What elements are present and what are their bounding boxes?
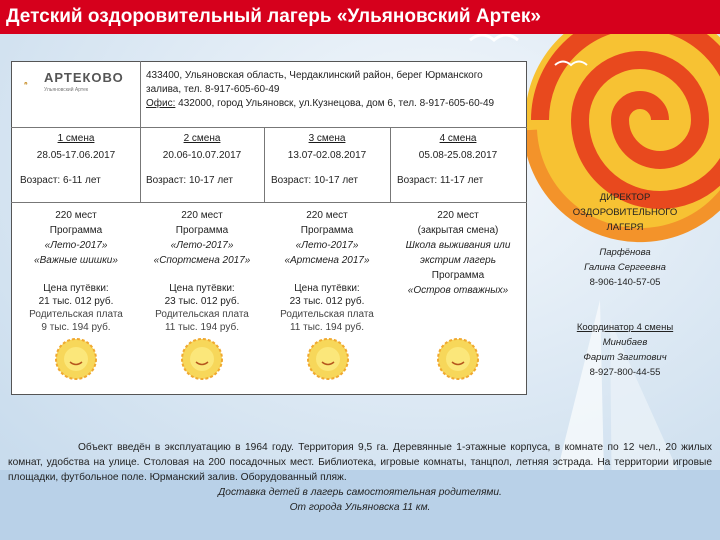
shift-age: Возраст: 6-11 лет: [20, 175, 101, 186]
sun-icon: [180, 337, 224, 381]
parent-price: 11 тыс. 194 руб.: [164, 322, 239, 333]
shift-name: 2 смена: [183, 133, 221, 144]
address-block: [146, 69, 524, 111]
program-name: «Лето-2017»: [295, 240, 359, 251]
program-name: «Лето-2017»: [44, 240, 108, 251]
office-label: Офис:: [146, 98, 176, 109]
delivery-note: Доставка детей в лагерь самостоятельная родителями.: [218, 487, 502, 498]
price-label: Цена путёвки:: [43, 283, 109, 294]
office-text: 432000, город Ульяновск, ул.Кузнецова, дом 6, тел. 8-917-605-60-49: [175, 98, 495, 109]
price-value: 23 тыс. 012 руб.: [164, 296, 240, 307]
shift-age: Возраст: 11-17 лет: [397, 175, 484, 186]
shift-price: [15, 282, 137, 334]
shift-header: [15, 132, 137, 162]
logo-subtitle: Ульяновский Артек: [44, 87, 89, 93]
program-name: «Спортсмена 2017»: [153, 255, 251, 266]
address-line: залива, тел. 8-917-605-60-49: [146, 84, 280, 95]
director-name: Галина Сергеевна: [584, 262, 666, 273]
coordinator-name: Минибаев: [602, 337, 648, 348]
shift-program: [266, 208, 388, 268]
director-phone: 8-906-140-57-05: [589, 277, 661, 288]
program-name: «Остров отважных»: [407, 285, 509, 296]
shift-age: Возраст: 10-17 лет: [146, 175, 233, 186]
address-line: 433400, Ульяновская область, Чердаклинский район, берег Юрманского: [146, 70, 483, 81]
price-label: Цена путёвки:: [169, 283, 235, 294]
sun-icon: [54, 337, 98, 381]
coordinator-phone: 8-927-800-44-55: [589, 367, 661, 378]
places: 220 мест: [306, 210, 348, 221]
coordinator-block: [545, 320, 705, 380]
director-title: ДИРЕКТОР: [599, 192, 651, 203]
divider: [140, 61, 141, 203]
program-name: «Лето-2017»: [170, 240, 234, 251]
logo-name: АРТЕКОВО: [44, 70, 124, 85]
director-title: ОЗДОРОВИТЕЛЬНОГО: [572, 207, 678, 218]
parent-price: 11 тыс. 194 руб.: [289, 322, 364, 333]
shift-program: [15, 208, 137, 268]
program-label: Программа: [300, 225, 354, 236]
shift-price: [142, 282, 262, 334]
description-text: Объект введён в эксплуатацию в 1964 году. Территория 9,5 га. Деревянные 1-этажные корпуса, в комнате по 12 чел., 20 жилых комнат, удобства на улице. Столовая на 200 посадочных мест. Библиотека, игровые комнаты, танцпол, летняя эстрада. На территории игровые площадки, футбольное поле. Юрманский залив. Оборудованный пляж.: [8, 442, 712, 483]
divider: [264, 128, 265, 203]
shift-dates: 20.06-10.07.2017: [162, 150, 242, 161]
parent-price: 9 тыс. 194 руб.: [41, 322, 111, 333]
places: 220 мест: [55, 210, 97, 221]
coordinator-title: Координатор 4 смены: [576, 322, 674, 333]
price-label: Цена путёвки:: [294, 283, 360, 294]
shift-header: [142, 132, 262, 162]
shift-dates: 05.08-25.08.2017: [418, 150, 498, 161]
shift-price: [266, 282, 388, 334]
shift-header: [392, 132, 524, 162]
shift-name: 4 смена: [439, 133, 477, 144]
price-value: 23 тыс. 012 руб.: [289, 296, 365, 307]
program-label: (закрытая смена): [417, 225, 499, 236]
places: 220 мест: [181, 210, 223, 221]
distance-note: От города Ульяновска 11 км.: [289, 502, 431, 513]
parent-label: Родительская плата: [29, 309, 123, 320]
program-label: Программа: [175, 225, 229, 236]
parent-label: Родительская плата: [155, 309, 249, 320]
program-label: Программа: [49, 225, 103, 236]
coordinator-name: Фарит Загитович: [583, 352, 667, 363]
director-title: ЛАГЕРЯ: [606, 222, 644, 233]
artekovo-logo: [24, 68, 44, 100]
shift-program: [392, 208, 524, 298]
office-address: [146, 97, 524, 111]
description-footer: [8, 440, 712, 515]
divider: [11, 127, 527, 128]
page-title: Детский оздоровительный лагерь «Ульяновский Артек»: [0, 0, 720, 34]
places: 220 мест: [437, 210, 479, 221]
director-block: [545, 190, 705, 290]
parent-label: Родительская плата: [280, 309, 374, 320]
program-name: экстрим лагерь: [420, 255, 496, 266]
director-name: Парфёнова: [599, 247, 651, 258]
sun-icon: [306, 337, 350, 381]
sun-icon: [436, 337, 480, 381]
shift-age: Возраст: 10-17 лет: [271, 175, 358, 186]
divider: [11, 202, 527, 203]
shift-dates: 13.07-02.08.2017: [287, 150, 367, 161]
shift-name: 1 смена: [57, 133, 95, 144]
shift-header: [266, 132, 388, 162]
program-name: Школа выживания или: [405, 240, 511, 251]
shift-dates: 28.05-17.06.2017: [36, 150, 116, 161]
divider: [390, 128, 391, 203]
program-label: Программа: [431, 270, 485, 281]
program-name: «Артсмена 2017»: [284, 255, 370, 266]
shift-program: [142, 208, 262, 268]
price-value: 21 тыс. 012 руб.: [38, 296, 114, 307]
shift-name: 3 смена: [308, 133, 346, 144]
program-name: «Важные шишки»: [34, 255, 118, 266]
